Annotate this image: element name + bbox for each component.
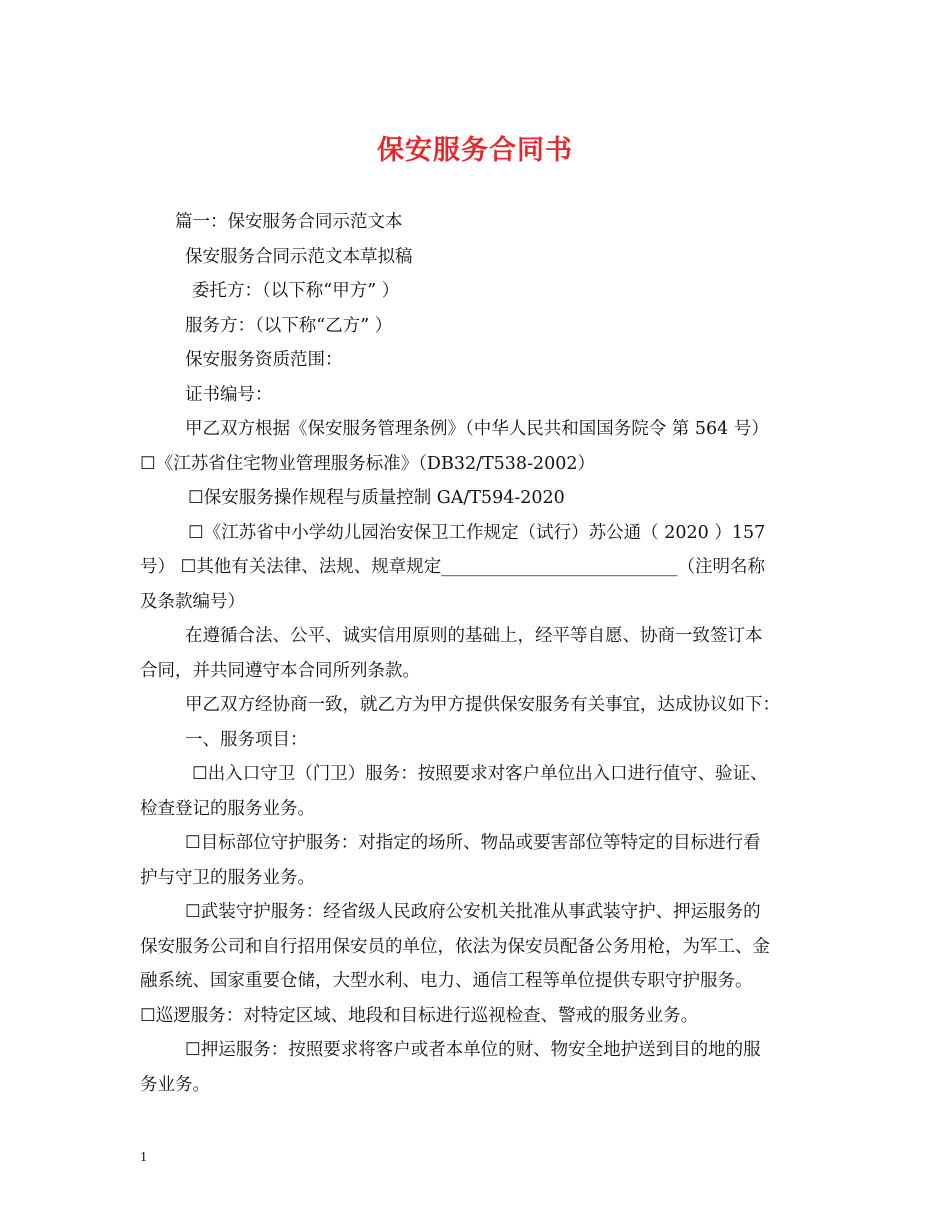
paragraph-line: 务业务。: [140, 1074, 210, 1095]
checkbox-line: 号） ☐其他有关法律、法规、规章规定___________________________（注明名称: [140, 557, 765, 577]
checkbox-line: ☐保安服务操作规程与质量控制 GA/T594-2020: [188, 488, 565, 508]
paragraph-line: 及条款编号）: [140, 591, 245, 612]
qualification-line: 保安服务资质范围：: [185, 350, 343, 370]
section-heading: 篇一：保安服务合同示范文本: [175, 212, 403, 232]
paragraph-line: 保安服务公司和自行招用保安员的单位，依法为保安员配备公务用枪，为军工、金: [140, 936, 770, 957]
client-line: 委托方：（以下称“甲方” ）: [192, 281, 400, 301]
checkbox-line: ☐出入口守卫（门卫）服务：按照要求对客户单位出入口进行值守、验证、: [192, 764, 768, 784]
paragraph-line: 护与守卫的服务业务。: [140, 867, 315, 888]
checkbox-line: ☐《江苏省住宅物业管理服务标准》（DB32/T538-2002）: [140, 453, 596, 474]
section-heading: 一、服务项目：: [185, 729, 308, 750]
document-title: 保安服务合同书: [377, 135, 573, 166]
checkbox-line: ☐巡逻服务：对特定区域、地段和目标进行巡视检查、警戒的服务业务。: [140, 1005, 699, 1026]
paragraph-line: 检查登记的服务业务。: [140, 798, 315, 819]
paragraph-line: 融系统、国家重要仓储，大型水利、电力、通信工程等单位提供专职守护服务。: [140, 971, 753, 991]
document-body: [140, 205, 812, 1102]
paragraph-line: 甲乙双方根据《保安服务管理条例》（中华人民共和国国务院令 第 564 号）: [185, 419, 769, 439]
paragraph-line: 甲乙双方经协商一致，就乙方为甲方提供保安服务有关事宜，达成协议如下：: [185, 695, 780, 715]
checkbox-line: ☐押运服务：按照要求将客户或者本单位的财、物安全地护送到目的地的服: [185, 1040, 761, 1060]
paragraph-line: 在遵循合法、公平、诚实信用原则的基础上，经平等自愿、协商一致签订本: [185, 626, 763, 646]
paragraph-line: 保安服务合同示范文本草拟稿: [185, 246, 413, 267]
certificate-line: 证书编号：: [185, 384, 273, 405]
checkbox-line: ☐武装守护服务：经省级人民政府公安机关批准从事武装守护、押运服务的: [185, 902, 761, 922]
provider-line: 服务方：（以下称“乙方” ）: [185, 315, 393, 336]
page-number: 1: [140, 1150, 147, 1165]
paragraph-line: 合同，并共同遵守本合同所列条款。: [140, 660, 420, 681]
checkbox-line: ☐目标部位守护服务：对指定的场所、物品或要害部位等特定的目标进行看: [185, 833, 761, 853]
checkbox-line: ☐《江苏省中小学幼儿园治安保卫工作规定（试行）苏公通（ 2020 ）157: [188, 522, 766, 543]
